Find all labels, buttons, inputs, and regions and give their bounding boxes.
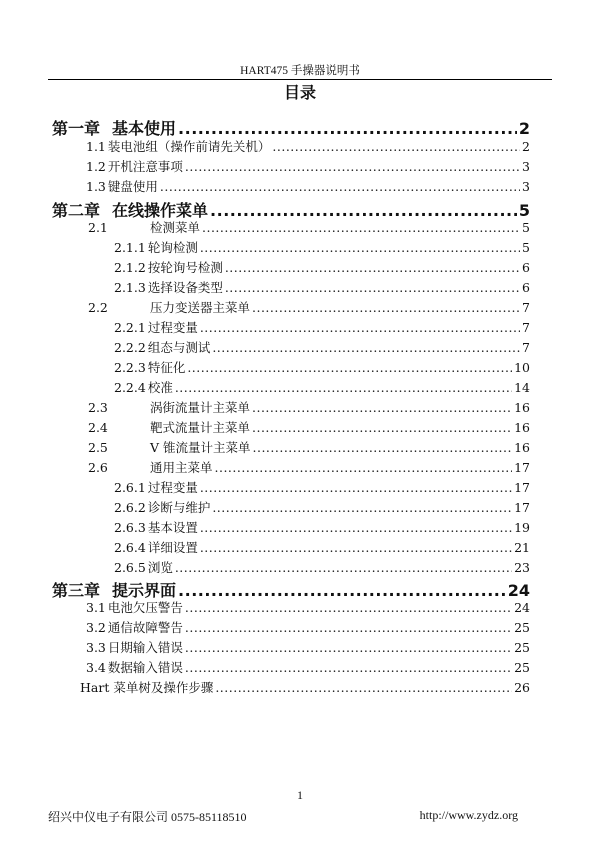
dot-leader <box>252 420 512 435</box>
toc-entry[interactable] <box>86 658 530 676</box>
toc-entry-number: 3.4 <box>86 660 106 675</box>
toc-entry-number: 1.2 <box>86 159 106 174</box>
toc-entry[interactable] <box>80 678 530 696</box>
toc-entry-page: 5 <box>522 220 530 235</box>
dot-leader <box>252 400 512 415</box>
toc-entry-page: 17 <box>514 500 530 515</box>
toc-entry[interactable] <box>114 238 530 256</box>
toc-entry-title: 基本设置 <box>147 520 198 535</box>
dot-leader <box>215 680 512 695</box>
toc-entry[interactable] <box>114 258 530 276</box>
toc-chapter-entry[interactable] <box>52 198 530 220</box>
footer-company: 绍兴中仪电子有限公司 0575-85118510 <box>48 810 247 824</box>
toc-entry-number: 2.2.1 <box>114 320 146 335</box>
toc-entry-number: 1.1 <box>86 139 106 154</box>
toc-entry-number: 2.4 <box>88 420 108 435</box>
toc-entry-title: 通信故障警告 <box>107 620 183 635</box>
toc-entry-title: 选择设备类型 <box>147 280 223 295</box>
toc-entry-page: 26 <box>514 680 530 695</box>
toc-entry-number: 3.3 <box>86 640 106 655</box>
toc-entry-title: 数据输入错误 <box>107 660 183 675</box>
toc-entry-title: 装电池组（操作前请先关机） <box>107 139 271 154</box>
toc-entry-page: 24 <box>507 581 530 600</box>
toc-entry-page: 17 <box>514 480 530 495</box>
toc-entry[interactable] <box>114 518 530 536</box>
toc-entry-title: 压力变送器主菜单 <box>150 300 251 315</box>
toc-entry-number: 2.3 <box>88 400 108 415</box>
toc-entry-title: 靶式流量计主菜单 <box>150 420 251 435</box>
dot-leader <box>185 159 520 174</box>
toc-entry-page: 14 <box>514 380 530 395</box>
toc-entry-page: 3 <box>522 179 530 194</box>
toc-entry[interactable] <box>114 478 530 496</box>
dot-leader <box>187 360 512 375</box>
toc-entry-title: 日期输入错误 <box>107 640 183 655</box>
toc-entry-number: 1.3 <box>86 179 106 194</box>
dot-leader <box>200 480 512 495</box>
toc-entry-title: 开机注意事项 <box>107 159 183 174</box>
dot-leader <box>160 179 520 194</box>
toc-entry-number: 3.1 <box>86 600 106 615</box>
toc-entry-number: 2.2.3 <box>114 360 146 375</box>
toc-entry[interactable] <box>86 177 530 195</box>
toc-entry-title: 过程变量 <box>147 320 198 335</box>
dot-leader <box>200 520 512 535</box>
toc-entry-number: 2.1.1 <box>114 240 146 255</box>
toc-entry-number: 2.2.4 <box>114 380 146 395</box>
toc-entry-title: 轮询检测 <box>147 240 198 255</box>
document-header: HART475 手操器说明书 <box>240 65 360 77</box>
toc-entry-page: 25 <box>514 640 530 655</box>
toc-entry[interactable] <box>114 558 530 576</box>
toc-entry-number: 第一章 <box>52 119 101 138</box>
toc-entry-page: 19 <box>514 520 530 535</box>
toc-entry[interactable] <box>88 398 530 416</box>
toc-entry-title: 提示界面 <box>112 581 177 600</box>
dot-leader <box>202 220 520 235</box>
toc-entry[interactable] <box>114 538 530 556</box>
toc-entry-page: 2 <box>518 119 530 138</box>
toc-entry-title: 校准 <box>147 380 173 395</box>
footer-url[interactable]: http://www.zydz.org <box>419 808 518 822</box>
dot-leader <box>225 280 520 295</box>
dot-leader <box>253 440 513 455</box>
toc-entry[interactable] <box>88 438 530 456</box>
toc-entry-title: 组态与测试 <box>147 340 211 355</box>
dot-leader <box>252 300 520 315</box>
toc-entry-title: 诊断与维护 <box>147 500 211 515</box>
dot-leader <box>175 560 512 575</box>
toc-entry-page: 25 <box>514 660 530 675</box>
toc-entry-title: 涡街流量计主菜单 <box>150 400 251 415</box>
toc-entry-page: 16 <box>514 400 530 415</box>
dot-leader <box>185 640 512 655</box>
dot-leader <box>212 500 512 515</box>
toc-entry-page: 5 <box>522 240 530 255</box>
toc-entry[interactable] <box>86 618 530 636</box>
toc-entry-title: 浏览 <box>147 560 173 575</box>
dot-leader <box>185 660 512 675</box>
toc-entry-title: 检测菜单 <box>150 220 201 235</box>
toc-entry-title: 特征化 <box>147 360 186 375</box>
toc-entry[interactable] <box>114 378 530 396</box>
dot-leader <box>200 240 520 255</box>
toc-entry-page: 2 <box>522 139 530 154</box>
toc-entry-number: 第二章 <box>52 201 101 220</box>
toc-entry[interactable] <box>86 157 530 175</box>
toc-entry-page: 23 <box>514 560 530 575</box>
dot-leader <box>175 380 512 395</box>
toc-entry-number: 3.2 <box>86 620 106 635</box>
toc-entry-title: 在线操作菜单 <box>112 201 209 220</box>
page-number: 1 <box>297 788 303 802</box>
toc-entry[interactable] <box>88 298 530 316</box>
toc-chapter-entry[interactable] <box>52 578 530 600</box>
toc-entry-page: 7 <box>522 300 530 315</box>
toc-entry[interactable] <box>114 358 530 376</box>
dot-leader <box>212 340 520 355</box>
toc-entry-page: 5 <box>518 201 530 220</box>
toc-entry[interactable] <box>88 418 530 436</box>
toc-entry-number: 2.6.3 <box>114 520 146 535</box>
toc-entry-number: 第三章 <box>52 581 101 600</box>
toc-entry-page: 10 <box>514 360 530 375</box>
toc-entry-number: 2.6.5 <box>114 560 146 575</box>
toc-entry-page: 16 <box>514 420 530 435</box>
toc-entry-title: V 锥流量计主菜单 <box>150 440 251 455</box>
toc-entry-number: 2.6.1 <box>114 480 146 495</box>
dot-leader <box>200 540 512 555</box>
toc-entry-number: 2.1 <box>88 220 108 235</box>
toc-entry-title: 键盘使用 <box>107 179 158 194</box>
toc-entry-page: 21 <box>514 540 530 555</box>
toc-entry-page: 7 <box>522 320 530 335</box>
toc-entry[interactable] <box>114 278 530 296</box>
dot-leader <box>272 139 520 154</box>
toc-entry-title: 过程变量 <box>147 480 198 495</box>
dot-leader <box>185 600 512 615</box>
toc-entry-number: 2.2 <box>88 300 108 315</box>
toc-entry-number: 2.1.2 <box>114 260 146 275</box>
dot-leader <box>200 320 520 335</box>
toc-entry-title: 基本使用 <box>112 119 177 138</box>
toc-entry[interactable] <box>114 498 530 516</box>
dot-leader <box>225 260 520 275</box>
toc-title: 目录 <box>283 83 316 102</box>
dot-leader <box>178 119 517 138</box>
toc-entry-title: 详细设置 <box>147 540 198 555</box>
toc-entry[interactable] <box>86 598 530 616</box>
toc-entry-page: 17 <box>514 460 530 475</box>
toc-entry-page: 25 <box>514 620 530 635</box>
toc-entry-number: 2.5 <box>88 440 108 455</box>
toc-entry-title: 按轮询号检测 <box>147 260 223 275</box>
toc-entry-number: 2.1.3 <box>114 280 146 295</box>
toc-entry[interactable] <box>114 338 530 356</box>
dot-leader <box>215 460 513 475</box>
toc-entry-page: 6 <box>522 260 530 275</box>
toc-entry-page: 7 <box>522 340 530 355</box>
toc-entry-number: 2.6 <box>88 460 108 475</box>
toc-entry-title: Hart 菜单树及操作步骤 <box>80 680 214 695</box>
toc-entry-number: 2.2.2 <box>114 340 146 355</box>
toc-entry[interactable] <box>88 218 530 236</box>
toc-entry-number: 2.6.2 <box>114 500 146 515</box>
toc-entry-title: 电池欠压警告 <box>107 600 183 615</box>
dot-leader <box>185 620 512 635</box>
toc-entry[interactable] <box>86 638 530 656</box>
toc-entry[interactable] <box>86 137 530 155</box>
toc-entry-page: 6 <box>522 280 530 295</box>
toc-entry[interactable] <box>114 318 530 336</box>
toc-entry-number: 2.6.4 <box>114 540 146 555</box>
toc-entry[interactable] <box>88 458 530 476</box>
toc-entry-page: 24 <box>514 600 530 615</box>
toc-entry-title: 通用主菜单 <box>150 460 213 475</box>
toc-entry-page: 16 <box>514 440 530 455</box>
toc-chapter-entry[interactable] <box>52 116 530 138</box>
toc-entry-page: 3 <box>522 159 530 174</box>
